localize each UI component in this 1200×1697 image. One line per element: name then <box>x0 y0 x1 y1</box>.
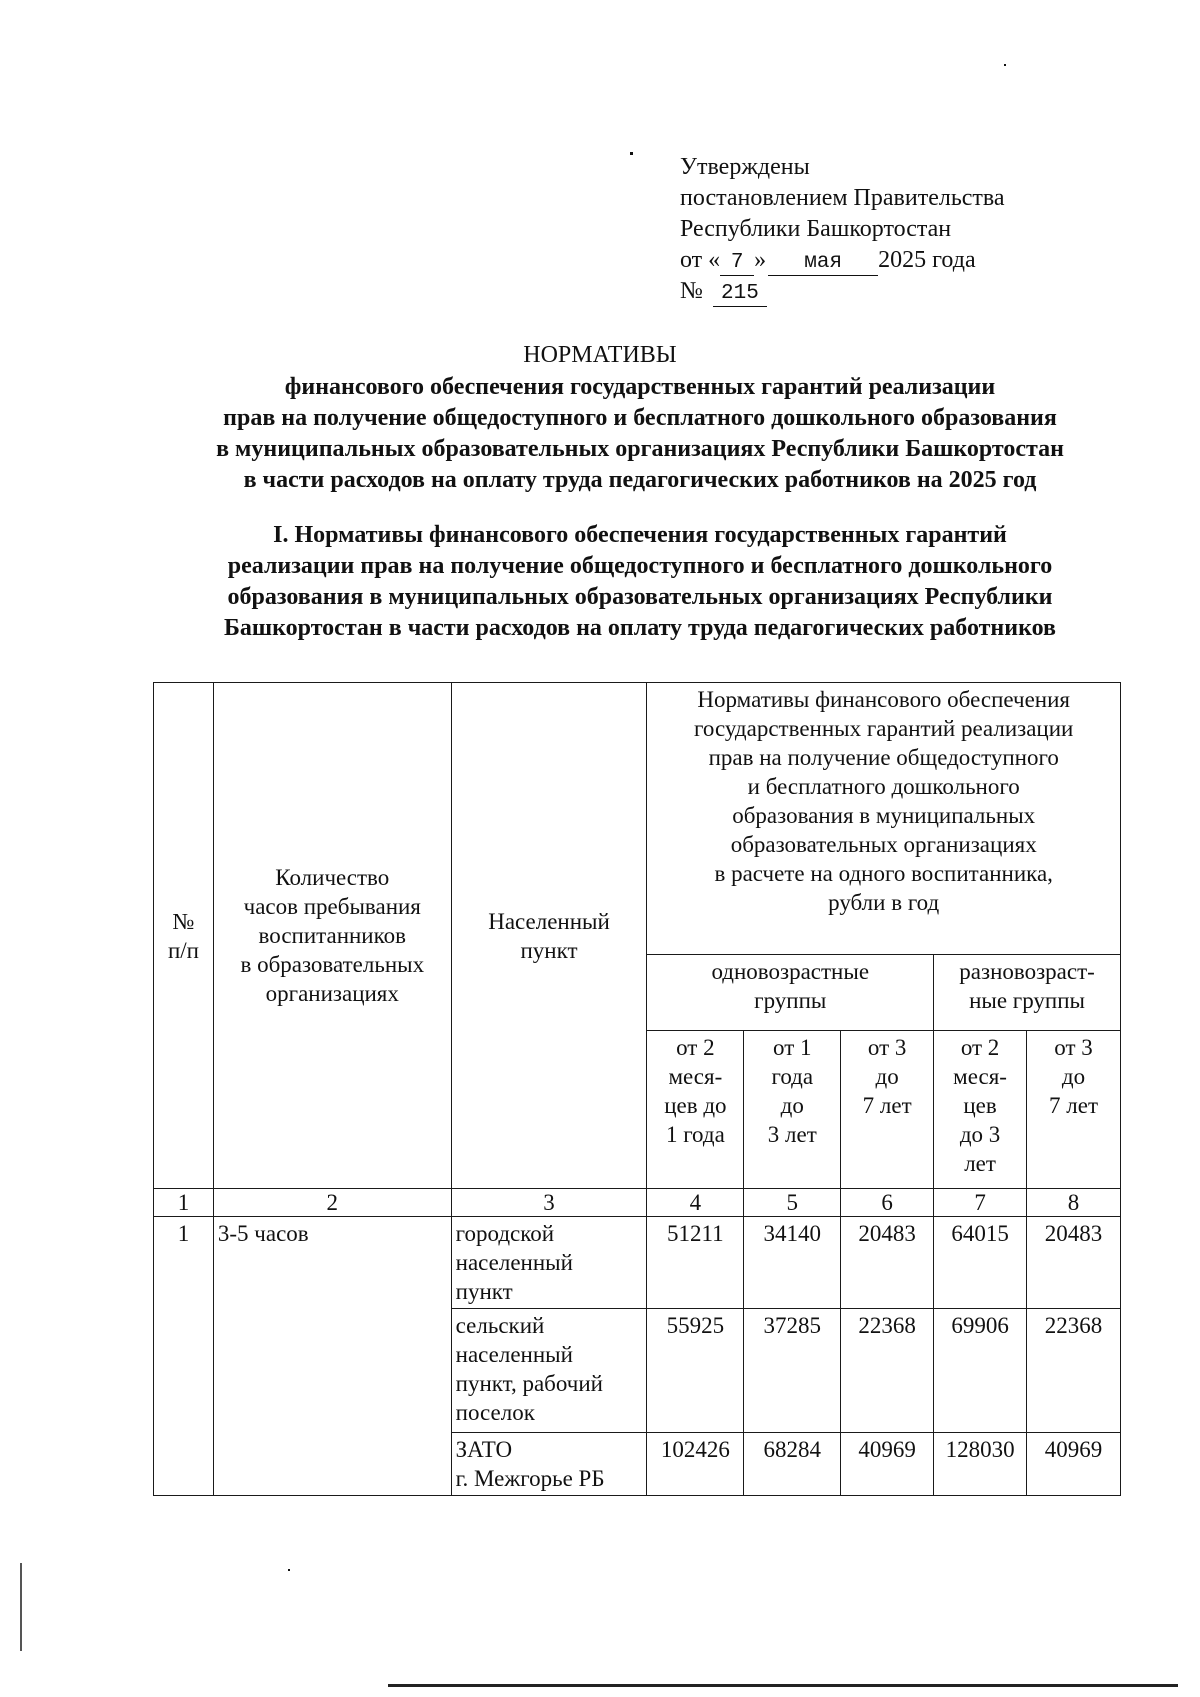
approval-block <box>680 152 1005 307</box>
column-number: 2 <box>213 1189 451 1217</box>
approval-line-3: Республики Башкортостан <box>680 216 952 242</box>
value-cell: 55925 <box>647 1309 744 1433</box>
header-age-3y-7y: от 3 до 7 лет <box>841 1031 934 1189</box>
row-hours: 3-5 часов <box>213 1217 451 1496</box>
value-cell: 64015 <box>934 1217 1027 1309</box>
subtitle-line: прав на получение общедоступного и бесплатного дошкольного образования <box>223 405 1057 431</box>
date-month: мая <box>768 251 878 276</box>
approval-number <box>680 276 1005 307</box>
value-cell: 51211 <box>647 1217 744 1309</box>
date-day: 7 <box>720 251 754 276</box>
header-age-2m-1y: от 2 меся- цев до 1 года <box>647 1031 744 1189</box>
approval-line-2: постановлением Правительства <box>680 185 1005 211</box>
number-value: 215 <box>713 282 767 307</box>
scan-speck <box>288 1569 290 1571</box>
approval-date <box>680 245 1005 276</box>
section-line: I. Нормативы финансового обеспечения государственных гарантий <box>273 522 1007 548</box>
header-locality: Населенный пункт <box>451 683 647 1189</box>
approval-line-1: Утверждены <box>680 154 810 180</box>
norms-table <box>153 682 1121 1496</box>
value-cell: 37285 <box>744 1309 841 1433</box>
header-hours: Количество часов пребывания воспитанников в образовательных организациях <box>213 683 451 1189</box>
scan-speck <box>1004 64 1006 66</box>
header-mixed-3y-7y: от 3 до 7 лет <box>1027 1031 1121 1189</box>
date-year: 2025 года <box>878 247 976 273</box>
number-prefix: № <box>680 278 703 304</box>
column-number: 4 <box>647 1189 744 1217</box>
subtitle-line: финансового обеспечения государственных гарантий реализации <box>284 374 996 400</box>
section-line: Башкортостан в части расходов на оплату труда педагогических работников <box>224 615 1056 641</box>
column-number: 7 <box>934 1189 1027 1217</box>
column-number: 6 <box>841 1189 934 1217</box>
document-title: НОРМАТИВЫ <box>523 342 677 368</box>
column-number: 8 <box>1027 1189 1121 1217</box>
row-number: 1 <box>154 1217 214 1496</box>
subtitle-line: в муниципальных образовательных организациях Республики Башкортостан <box>216 436 1064 462</box>
scan-edge-mark <box>20 1563 22 1651</box>
value-cell: 22368 <box>1027 1309 1121 1433</box>
header-mixed-2m-3y: от 2 меся- цев до 3 лет <box>934 1031 1027 1189</box>
header-row-number: № п/п <box>154 683 214 1189</box>
row-locality: сельский населенный пункт, рабочий поселок <box>451 1309 647 1433</box>
value-cell: 69906 <box>934 1309 1027 1433</box>
table-row <box>154 1217 1121 1309</box>
section-line: реализации прав на получение общедоступного и бесплатного дошкольного <box>227 553 1053 579</box>
value-cell: 40969 <box>1027 1433 1121 1496</box>
row-locality: ЗАТО г. Межгорье РБ <box>451 1433 647 1496</box>
section-heading <box>160 520 1120 644</box>
date-day-close: » <box>754 247 767 273</box>
header-mixed-age-groups: разновозраст- ные группы <box>934 955 1121 1031</box>
value-cell: 22368 <box>841 1309 934 1433</box>
column-number: 5 <box>744 1189 841 1217</box>
value-cell: 102426 <box>647 1433 744 1496</box>
subtitle-line: в части расходов на оплату труда педагогических работников на 2025 год <box>243 467 1037 493</box>
value-cell: 68284 <box>744 1433 841 1496</box>
value-cell: 34140 <box>744 1217 841 1309</box>
value-cell: 20483 <box>841 1217 934 1309</box>
column-numbers-row <box>154 1189 1121 1217</box>
value-cell: 40969 <box>841 1433 934 1496</box>
section-line: образования в муниципальных образовательных организациях Республики <box>227 584 1053 610</box>
column-number: 1 <box>154 1189 214 1217</box>
date-prefix: от « <box>680 247 721 273</box>
page-bottom-rule <box>388 1684 1178 1687</box>
document-subtitle <box>160 372 1120 496</box>
header-age-1y-3y: от 1 года до 3 лет <box>744 1031 841 1189</box>
column-number: 3 <box>451 1189 647 1217</box>
value-cell: 20483 <box>1027 1217 1121 1309</box>
row-locality: городской населенный пункт <box>451 1217 647 1309</box>
scan-speck <box>630 152 633 155</box>
header-same-age-groups: одновозрастные группы <box>647 955 934 1031</box>
header-norms: Нормативы финансового обеспечения государственных гарантий реализации прав на получение общедоступного и бесплатного дошкольного образования в муниципальных образовательных организациях в расчете на одного воспитанника, рубли в год <box>647 683 1121 955</box>
value-cell: 128030 <box>934 1433 1027 1496</box>
